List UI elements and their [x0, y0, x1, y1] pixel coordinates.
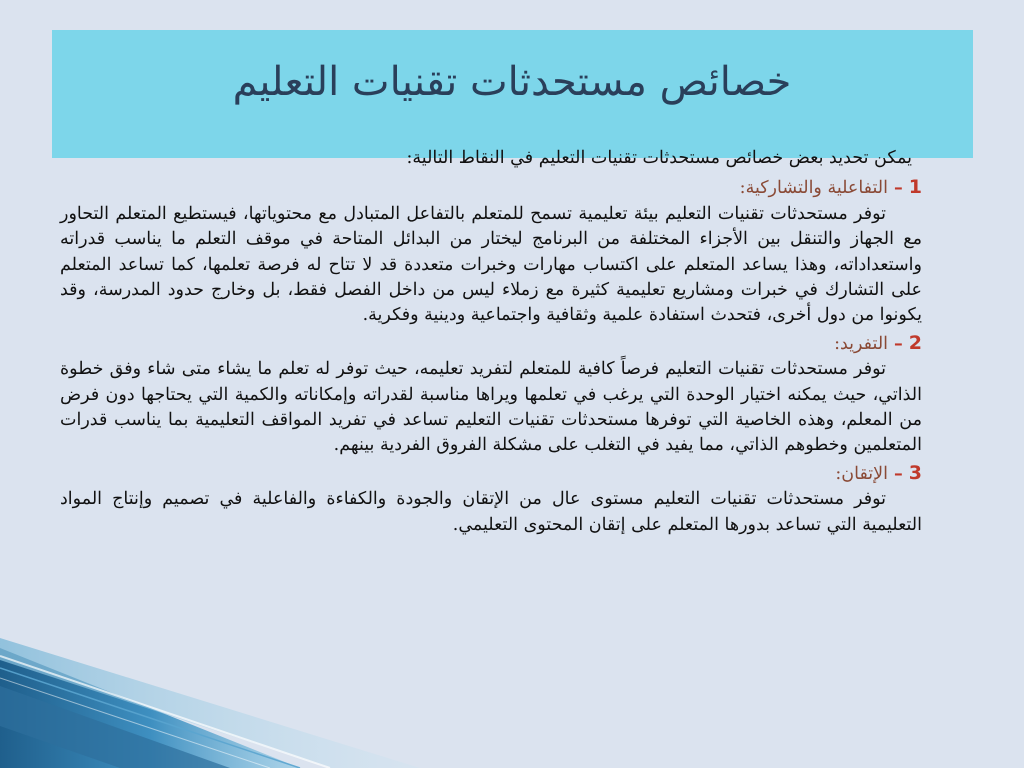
section-heading: [60, 331, 922, 357]
section-body: توفر مستحدثات تقنيات التعليم مستوى عال من الإتقان والجودة والكفاءة والفاعلية في تصميم وإنتاج المواد التعليمية التي تساعد بدورها المتعلم على إتقان المحتوى التعليمي.: [60, 489, 922, 535]
section-body: توفر مستحدثات تقنيات التعليم بيئة تعليمية تسمح للمتعلم بالتفاعل المتبادل مع محتوياتها، فيستطيع المتعلم التحاور مع الجهاز والتنقل بين الأجزاء المختلفة من البرنامج ليختار من البدائل المتاحة في موقف التعلم ما يناسب قدراته واستعداداته، وهذا يساعد المتعلم على اكتساب مهارات وخبرات متعددة قد لا تتاح له فرصة تعلمها، كما تساعد المتعلم على التشارك في خبرات ومشاريع تعليمية كثيرة مع زملاء ليس من داخل الفصل فقط، بل وخارج حدود المدرسة، وقد يكونوا من دول أخرى، فتحدث استفادة علمية وثقافية واجتماعية ودينية وفكرية.: [60, 203, 922, 326]
section-separator: –: [894, 333, 903, 354]
section-number: 3: [908, 461, 922, 484]
section-title: الإتقان:: [835, 463, 889, 484]
section-heading: [60, 461, 922, 487]
section-1: [60, 175, 922, 328]
slide-content: [60, 146, 922, 538]
section-title: التفريد:: [834, 333, 889, 354]
section-number: 1: [908, 176, 922, 199]
section-title: التفاعلية والتشاركية:: [739, 178, 889, 199]
section-separator: –: [894, 463, 903, 484]
section-heading: [60, 175, 922, 201]
section-number: 2: [908, 331, 922, 354]
intro-text: يمكن تحديد بعض خصائص مستحدثات تقنيات التعليم في النقاط التالية:: [406, 148, 912, 168]
section-3: [60, 461, 922, 538]
decorative-wave-graphic: [0, 638, 1024, 768]
slide-title: خصائص مستحدثات تقنيات التعليم: [232, 59, 792, 105]
section-2: [60, 331, 922, 459]
section-body: توفر مستحدثات تقنيات التعليم فرصاً كافية للمتعلم لتفريد تعليمه، حيث توفر له تعلم ما يشاء متى شاء وفق خطوة الذاتي، حيث يمكنه اختيار الوحدة التي يرغب في تعلمها ويراها مناسبة لقدراته وإمكاناته والكمية التي يحتاجها دون فرض من المعلم، وهذه الخاصية التي توفرها مستحدثات تقنيات التعليم تساعد في تفريد المواقف التعليمية بما يناسب قدرات المتعلمين وخطوهم الذاتي، مما يفيد في التغلب على مشكلة الفروق الفردية بينهم.: [60, 359, 922, 456]
section-separator: –: [894, 178, 903, 199]
